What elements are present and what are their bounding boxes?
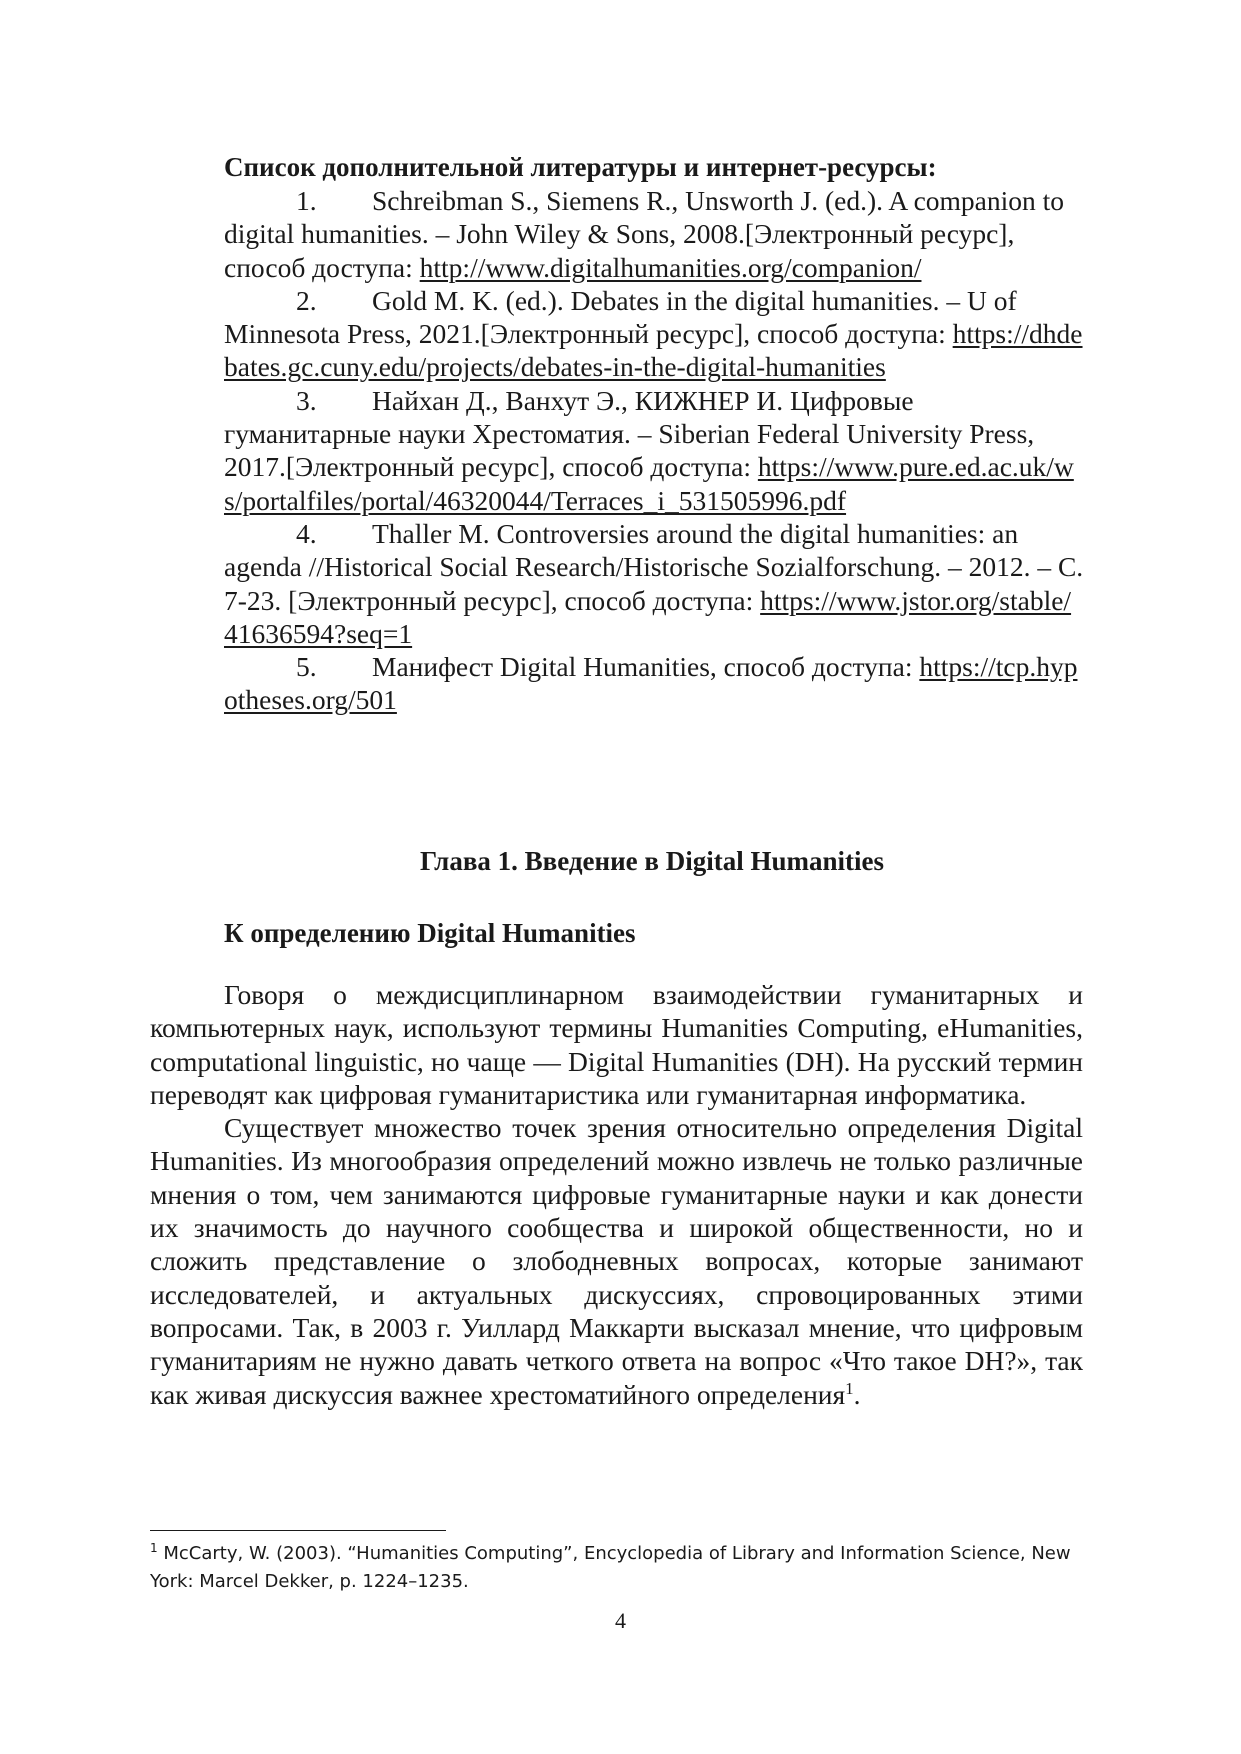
footnote-marker: 1 [150, 1541, 158, 1555]
reference-item-4 [224, 517, 1084, 650]
body-text [150, 978, 1083, 1411]
reference-number: 2. [296, 284, 317, 316]
chapter-title: Глава 1. Введение в Digital Humanities [420, 846, 884, 876]
reference-link[interactable]: https://www.jstor.org/stable/41636594?seq=1 [224, 584, 1072, 649]
body-paragraph-1: Говоря о междисциплинарном взаимодействии гуманитарных и компьютерных наук, используют термины Humanities Computing, eHumanities, computational linguistic, но чаще — Digital Humanities (DH). На русский термин переводят как цифровая гуманитаристика или гуманитарная информатика. [150, 979, 1083, 1110]
reference-link[interactable]: https://tcp.hypotheses.org/501 [224, 651, 1078, 716]
references-section [224, 150, 1084, 717]
reference-item-5 [224, 650, 1084, 717]
reference-item-3 [224, 384, 1084, 517]
footnote [150, 1540, 1090, 1596]
reference-number: 4. [296, 517, 317, 549]
reference-link[interactable]: https://www.pure.ed.ac.uk/ws/portalfiles/portal/46320044/Terraces_i_531505996.pdf [224, 451, 1074, 516]
body-paragraph-2-text: Существует множество точек зрения относительно определения Digital Humanities. Из многообразия определений можно извлечь не только различные мнения о том, чем занимаются цифровые гуманитарные науки и как донести их значимость до научного сообщества и широкой общественности, но и сложить представление о злободневных вопросах, которые занимают исследователей, и актуальных дискуссиях, спровоцированных этими вопросами. Так, в 2003 г. Уиллард Маккарти высказал мнение, что цифровым гуманитариям не нужно давать четкого ответа на вопрос «Что такое DH?», так как живая дискуссия важнее хрестоматийного определения [150, 1112, 1083, 1410]
reference-text: Gold M. K. (ed.). Debates in the digital humanities. – U of Minnesota Press, 2021.[Электронный ресурс], способ доступа: [224, 284, 1017, 350]
reference-link[interactable]: https://dhdebates.gc.cuny.edu/projects/debates-in-the-digital-humanities [224, 318, 1083, 383]
body-paragraph-2 [150, 1111, 1083, 1411]
body-paragraph-2-end: . [853, 1378, 861, 1410]
footnote-divider [150, 1530, 446, 1531]
reference-item-2 [224, 284, 1084, 384]
footnote-reference[interactable]: 1 [845, 1378, 854, 1398]
reference-text: Schreibman S., Siemens R., Unsworth J. (ed.). A companion to digital humanities. – John Wiley & Sons, 2008.[Электронный ресурс], способ доступа: [224, 185, 1065, 283]
footnote-text: McCarty, W. (2003). “Humanities Computing”, Encyclopedia of Library and Information Science, New York: Marcel Dekker, p. 1224–1235. [150, 1543, 1071, 1592]
reference-text: Найхан Д., Ванхут Э., КИЖНЕР И. Цифровые гуманитарные науки Хрестоматия. – Siberian Federal University Press, 2017.[Электронный ресурс], способ доступа: [224, 384, 1035, 483]
references-title: Список дополнительной литературы и интернет-ресурсы: [224, 152, 937, 182]
reference-number: 1. [296, 185, 317, 216]
section-title: К определению Digital Humanities [224, 918, 636, 948]
reference-number: 3. [296, 384, 317, 416]
reference-item-1 [224, 184, 1084, 284]
reference-number: 5. [296, 651, 317, 683]
page-number: 4 [615, 1608, 626, 1633]
reference-text: Манифест Digital Humanities, способ доступа: [372, 651, 920, 683]
reference-link[interactable]: http://www.digitalhumanities.org/companion/ [419, 251, 922, 283]
reference-text: Thaller M. Controversies around the digital humanities: an agenda //Historical Social Research/Historische Sozialforschung. – 2012. – С. 7-23. [Электронный ресурс], способ доступа: [224, 517, 1084, 616]
